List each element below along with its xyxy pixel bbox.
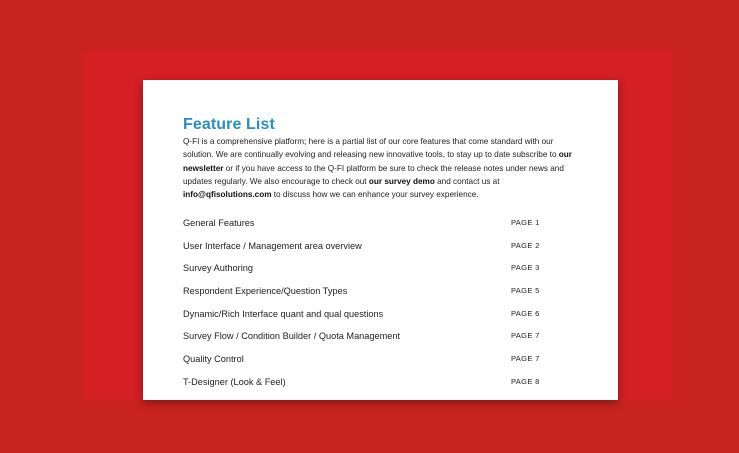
toc-page-number: PAGE 7 — [511, 331, 540, 341]
toc-page-number: PAGE 6 — [511, 308, 540, 318]
toc-page-number: PAGE 3 — [511, 263, 540, 273]
toc-page-number: PAGE 2 — [511, 240, 540, 250]
table-of-contents — [183, 212, 563, 394]
toc-item-survey-flow[interactable] — [183, 325, 563, 348]
toc-item-respondent-experience[interactable] — [183, 280, 563, 303]
intro-text-3: and contact us at — [434, 176, 500, 186]
toc-label: Survey Authoring — [183, 263, 253, 274]
toc-page-number: PAGE 7 — [511, 354, 540, 364]
toc-page-number: PAGE 5 — [511, 286, 540, 296]
toc-item-user-interface[interactable] — [183, 235, 563, 258]
intro-text-4: to discuss how we can enhance your survey experience. — [271, 190, 479, 200]
toc-page-number: PAGE 1 — [511, 218, 540, 227]
toc-label: User Interface / Management area overview — [183, 240, 362, 251]
toc-item-survey-authoring[interactable] — [183, 257, 563, 280]
survey-demo-link[interactable]: our survey demo — [368, 176, 435, 186]
toc-item-quality-control[interactable] — [183, 348, 563, 371]
toc-page-number: PAGE 8 — [511, 376, 540, 386]
toc-label: Dynamic/Rich Interface quant and qual questions — [183, 308, 384, 319]
toc-label: General Features — [183, 218, 255, 228]
newsletter-link[interactable]: our newsletter — [183, 150, 572, 173]
document-page — [143, 80, 618, 400]
page-title: Feature List — [183, 116, 275, 133]
toc-item-t-designer[interactable] — [183, 371, 563, 394]
toc-item-general-features[interactable] — [183, 212, 563, 235]
toc-label: Respondent Experience/Question Types — [183, 286, 348, 297]
intro-paragraph — [183, 135, 578, 201]
toc-label: Survey Flow / Condition Builder / Quota Management — [183, 331, 401, 342]
email-link[interactable]: info@qfisolutions.com — [183, 190, 272, 200]
toc-item-dynamic-rich-interface[interactable] — [183, 303, 563, 326]
toc-label: T-Designer (Look & Feel) — [183, 376, 286, 387]
intro-text-2: or if you have access to the Q-FI platform be sure to check the release notes under news and updates regularly. We also encourage to check out — [183, 163, 564, 186]
intro-text-1: Q-FI is a comprehensive platform; here is a partial list of our core features that come standard with our solution. We are continually evolving and releasing new innovative tools, to stay up to date subscribe to — [183, 137, 559, 160]
toc-label: Quality Control — [183, 354, 244, 365]
